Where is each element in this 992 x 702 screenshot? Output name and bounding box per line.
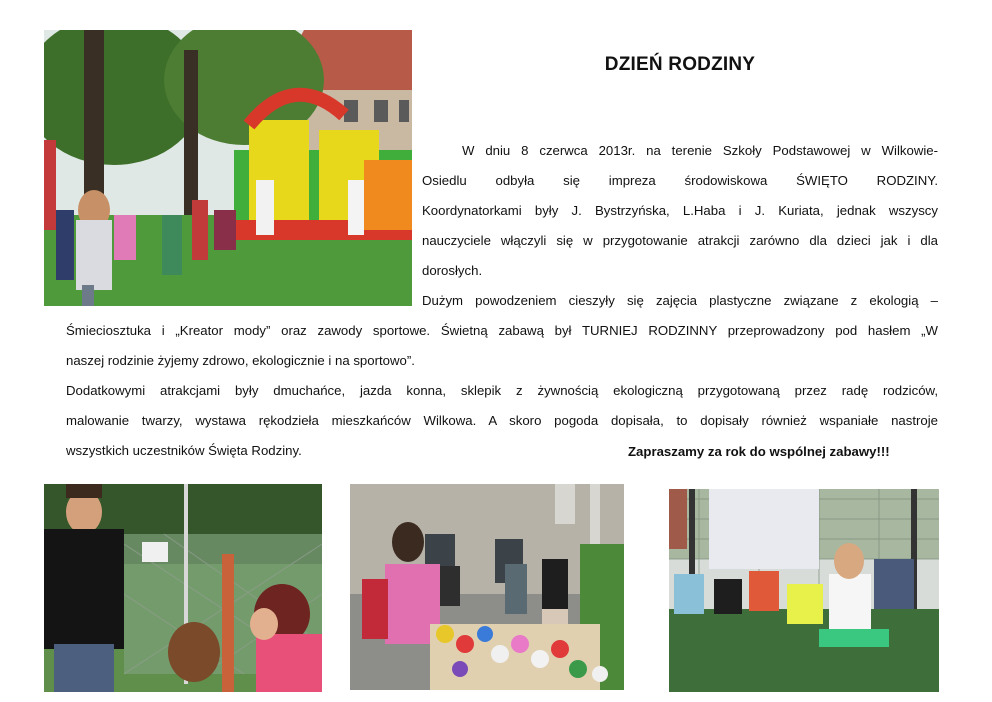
paragraph-line: Dodatkowymi atrakcjami były dmuchańce, jazda konna, sklepik z żywnością ekologiczną przygotowaną przez radę rodziców, xyxy=(66,383,938,398)
paragraph-line: W dniu 8 czerwca 2013r. na terenie Szkoły Podstawowej w Wilkowie- xyxy=(462,143,938,158)
page-title: DZIEŃ RODZINY xyxy=(604,54,756,75)
paragraph-line: Koordynatorkami były J. Bystrzyńska, L.Haba i J. Kuriata, jednak wszyscy xyxy=(422,203,938,218)
paragraph-line: Śmieciosztuka i „Kreator mody” oraz zawody sportowe. Świetną zabawą był TURNIEJ RODZINNY przeprowadzony pod hasłem „W xyxy=(66,323,938,338)
paragraph-line: naszej rodzinie żyjemy zdrowo, ekologicznie i na sportowo”. xyxy=(66,353,415,368)
closing-invitation: Zapraszamy za rok do wspólnej zabawy!!! xyxy=(628,444,890,459)
paragraph-line: Osiedlu odbyła się impreza środowiskowa ŚWIĘTO RODZINY. xyxy=(422,173,938,188)
photo-face-painting xyxy=(44,484,322,692)
photo-eco-stall xyxy=(350,484,624,690)
photo-sports-children xyxy=(669,489,939,692)
paragraph-line: malowanie twarzy, wystawa rękodzieła mieszkańców Wilkowa. A skoro pogoda dopisała, to dopisały również wspaniałe nastroje xyxy=(66,413,938,428)
paragraph-line: dorosłych. xyxy=(422,263,483,278)
paragraph-line: nauczyciele włączyli się w przygotowanie atrakcji zarówno dla dzieci jak i dla xyxy=(422,233,938,248)
paragraph-line: wszystkich uczestników Święta Rodziny. xyxy=(66,443,302,458)
photo-bouncy-castle xyxy=(44,30,412,306)
paragraph-line: Dużym powodzeniem cieszyły się zajęcia plastyczne związane z ekologią – xyxy=(422,293,938,308)
